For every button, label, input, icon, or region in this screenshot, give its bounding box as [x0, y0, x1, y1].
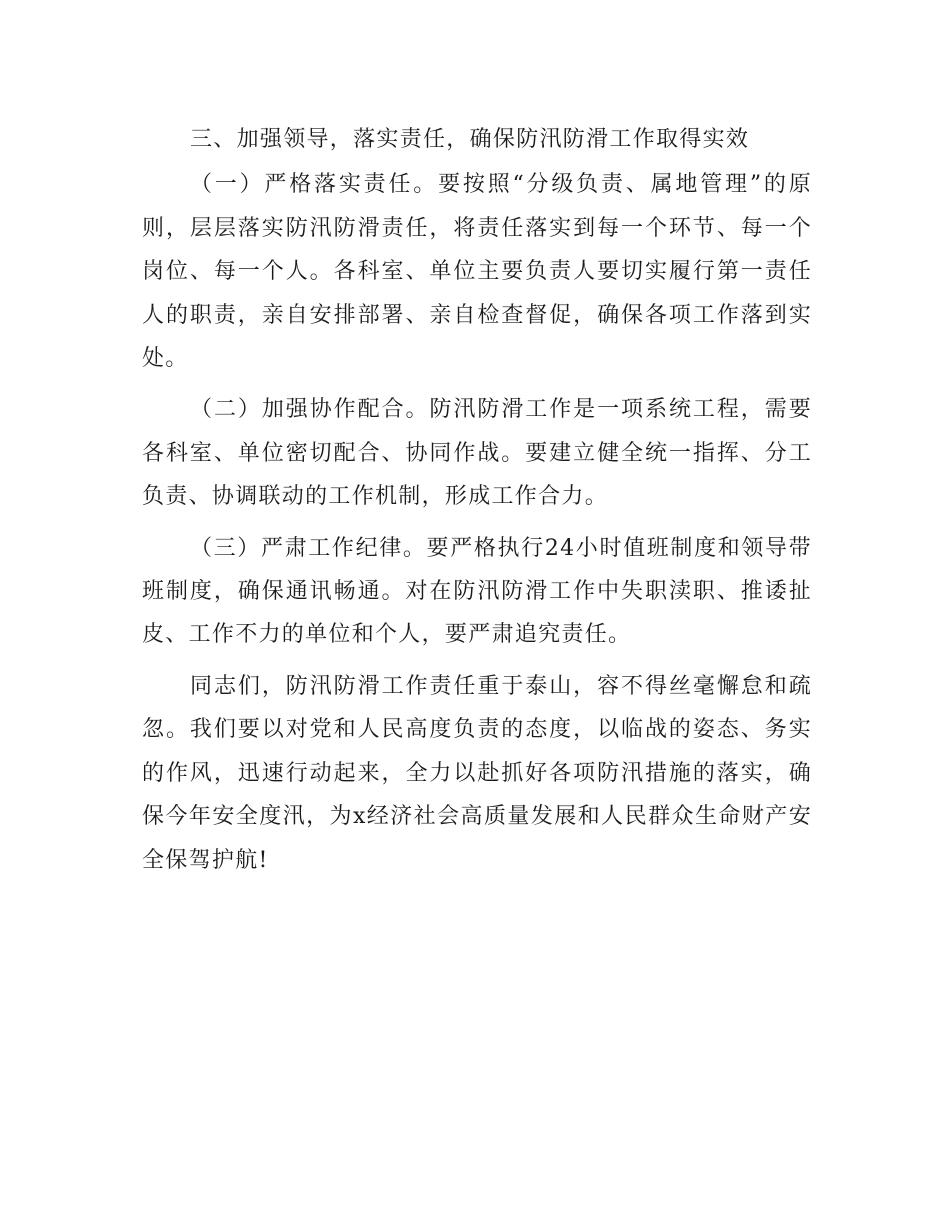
- paragraph-cooperation: （二）加强协作配合。防汛防滑工作是一项系统工程，需要各科室、单位密切配合、协同作战。要建立健全统一指挥、分工负责、协调联动的工作机制，形成工作合力。: [142, 397, 812, 510]
- paragraph-responsibility: （一）严格落实责任。要按照“分级负责、属地管理”的原则，层层落实防汛防滑责任，将责任落实到每一个环节、每一个岗位、每一个人。各科室、单位主要负责人要切实履行第一责任人的职责，亲自安排部署、亲自检查督促，确保各项工作落到实处。: [142, 172, 812, 372]
- paragraph-closing: 同志们，防汛防滑工作责任重于泰山，容不得丝毫懈怠和疏忽。我们要以对党和人民高度负责的态度，以临战的姿态、务实的作风，迅速行动起来，全力以赴抓好各项防汛措施的落实，确保今年安全度汛，为x经济社会高质量发展和人民群众生命财产安全保驾护航!: [142, 673, 812, 873]
- paragraph-discipline: （三）严肃工作纪律。要严格执行24小时值班制度和领导带班制度，确保通讯畅通。对在防汛防滑工作中失职渎职、推诿扯皮、工作不力的单位和个人，要严肃追究责任。: [142, 535, 812, 648]
- document-body: [142, 118, 812, 890]
- section-heading: 三、加强领导，落实责任，确保防汛防滑工作取得实效: [190, 127, 750, 152]
